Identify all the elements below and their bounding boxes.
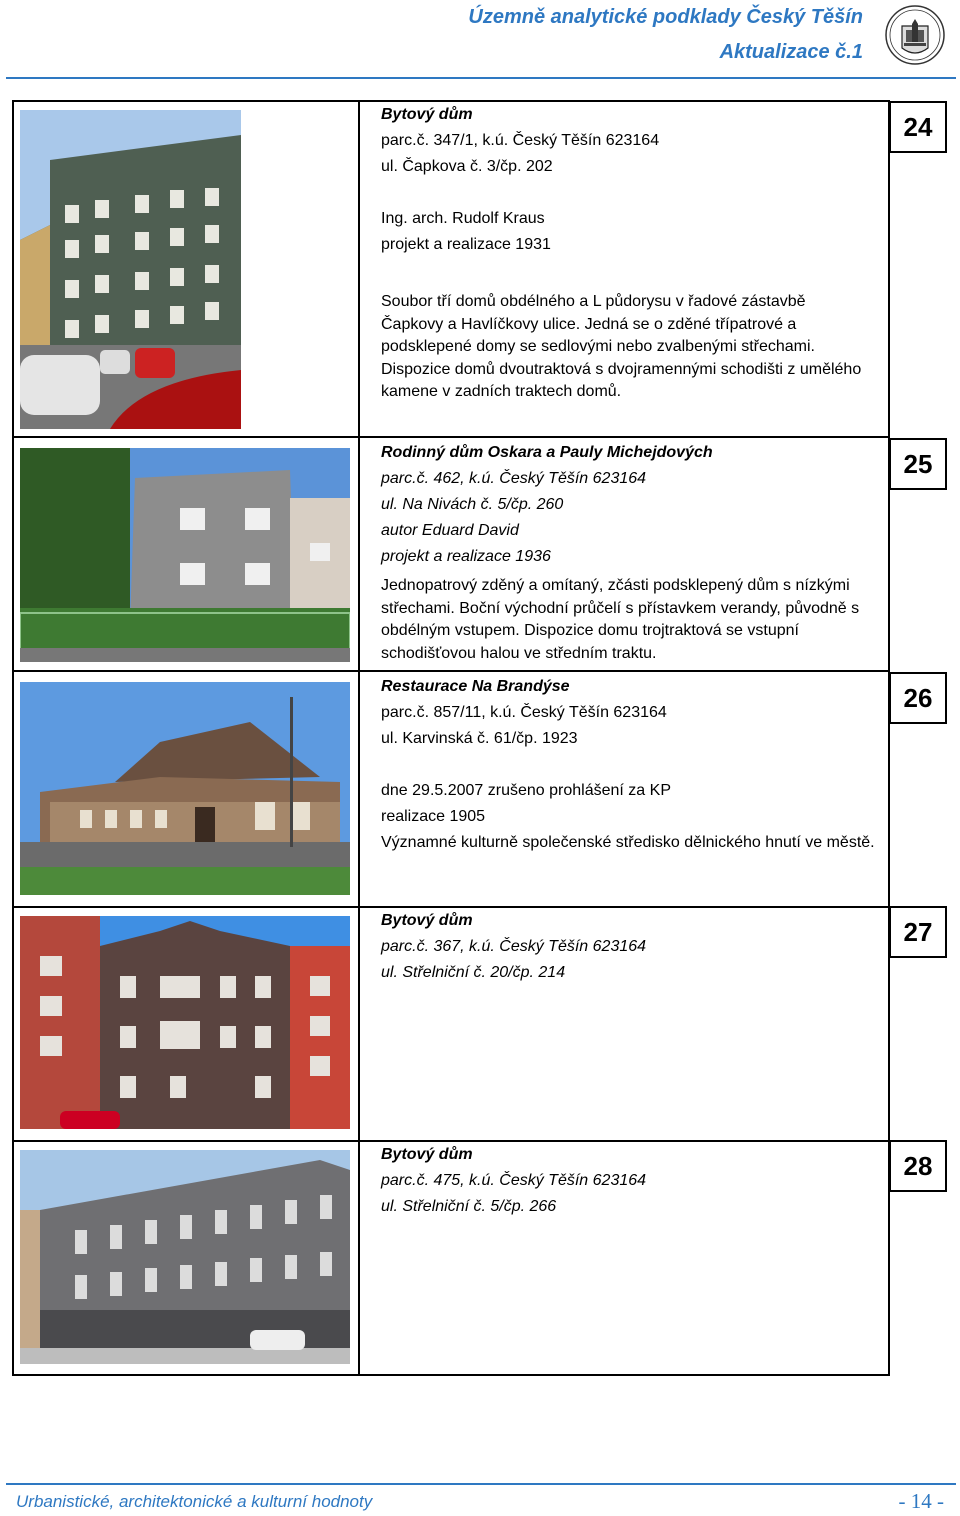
entry-parcel: parc.č. 367, k.ú. Český Těšín 623164 — [381, 938, 647, 955]
document-title: Územně analytické podklady Český Těšín — [468, 6, 863, 28]
document-subtitle: Aktualizace č.1 — [719, 41, 863, 63]
entry-description: Jednopatrový zděný a omítaný, zčásti podsklepený dům s nízkými střechami. Boční východní průčelí s přístavkem verandy, původně s obdélným vstupem. Dispozice domu trojtraktová se vstupní schodišťovou halou ve středním traktu. — [381, 577, 860, 662]
entry-address: ul. Na Nivách č. 5/čp. 260 — [381, 496, 564, 513]
column-divider — [358, 100, 360, 1376]
entry-address: ul. Karvinská č. 61/čp. 1923 — [381, 730, 578, 747]
header-rule — [6, 77, 956, 79]
row-divider — [12, 670, 890, 672]
building-photo — [20, 110, 241, 429]
entry-note: dne 29.5.2007 zrušeno prohlášení za KP — [381, 782, 671, 799]
entry-parcel: parc.č. 475, k.ú. Český Těšín 623164 — [381, 1172, 647, 1189]
entry-author: Ing. arch. Rudolf Kraus — [381, 210, 545, 227]
entry-parcel: parc.č. 347/1, k.ú. Český Těšín 623164 — [381, 132, 660, 149]
entry-number: 27 — [889, 906, 947, 958]
entry-parcel: parc.č. 857/11, k.ú. Český Těšín 623164 — [381, 704, 667, 721]
entry-date: projekt a realizace 1931 — [381, 236, 551, 253]
entry-title: Bytový dům — [381, 106, 473, 123]
footer-rule — [6, 1483, 956, 1485]
building-photo — [20, 916, 350, 1129]
entry-title: Restaurace Na Brandýse — [381, 678, 570, 695]
entry-number: 24 — [889, 101, 947, 153]
entry-title: Bytový dům — [381, 912, 473, 929]
entry-number: 26 — [889, 672, 947, 724]
entry-date: projekt a realizace 1936 — [381, 548, 551, 565]
entry-address: ul. Střelniční č. 20/čp. 214 — [381, 964, 566, 981]
page-number: - 14 - — [898, 1489, 944, 1513]
row-divider — [12, 436, 890, 438]
entry-number: 28 — [889, 1140, 947, 1192]
entry-title: Rodinný dům Oskara a Pauly Michejdových — [381, 444, 713, 461]
entry-description: Významné kulturně společenské středisko dělnického hnutí ve městě. — [381, 834, 875, 851]
entry-date: realizace 1905 — [381, 808, 486, 825]
entry-parcel: parc.č. 462, k.ú. Český Těšín 623164 — [381, 470, 647, 487]
footer-section-title: Urbanistické, architektonické a kulturní hodnoty — [16, 1492, 373, 1511]
entry-description: Soubor tří domů obdélného a L půdorysu v řadové zástavbě Čapkovy a Havlíčkovy ulice. Jedná se o zděné třípatrové a podsklepené domy se sedlovými nebo zvalbenými střechami. Dispozice domů dvoutraktová s dvojramennými schodišti z umělého kamene v zadních traktech domů. — [381, 293, 862, 400]
building-photo — [20, 448, 350, 662]
entry-number: 25 — [889, 438, 947, 490]
entry-title: Bytový dům — [381, 1146, 473, 1163]
entry-author: autor Eduard David — [381, 522, 519, 539]
city-crest-icon — [884, 2, 946, 68]
entry-address: ul. Čapkova č. 3/čp. 202 — [381, 158, 553, 175]
entry-address: ul. Střelniční č. 5/čp. 266 — [381, 1198, 557, 1215]
building-photo — [20, 1150, 350, 1364]
building-photo — [20, 682, 350, 895]
